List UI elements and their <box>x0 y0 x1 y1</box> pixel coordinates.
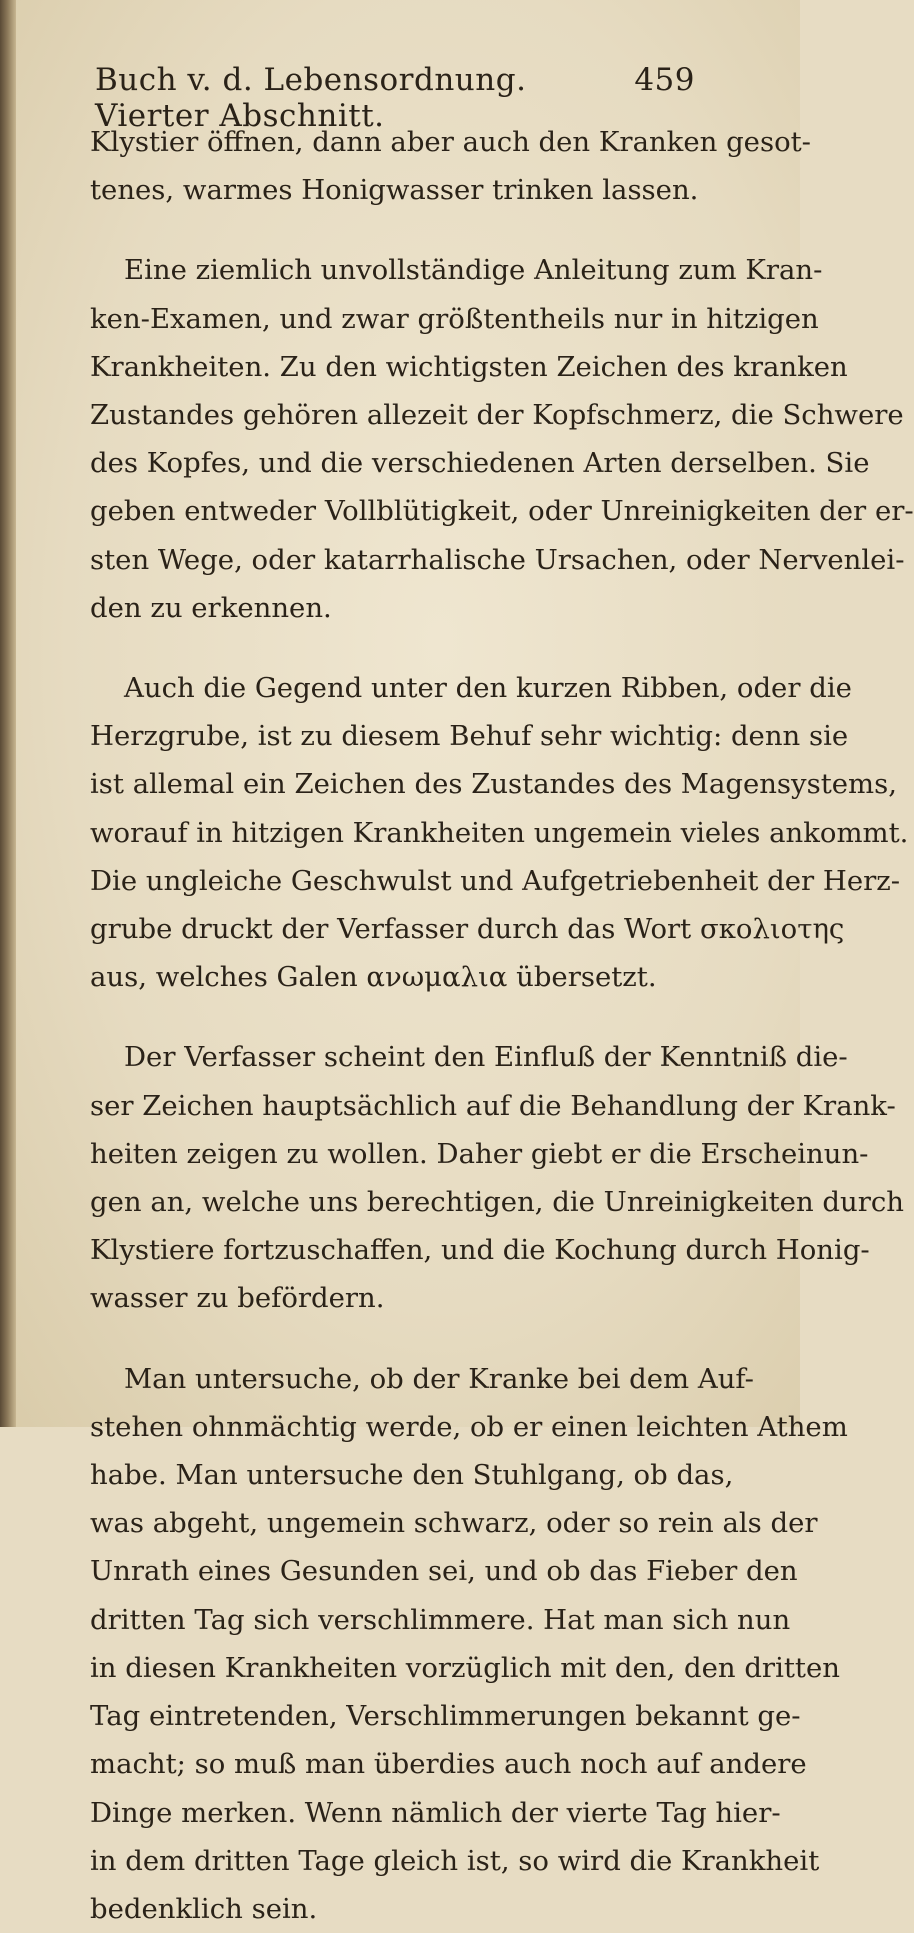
text-line: dritten Tag sich verschlimmere. Hat man sich nun <box>90 1603 791 1636</box>
paragraph-gap <box>90 632 710 664</box>
text-line: Die ungleiche Geschwulst und Aufgetriebenheit der Herz- <box>90 864 901 897</box>
text-line: stehen ohnmächtig werde, ob er einen leichten Athem <box>90 1410 848 1443</box>
paragraph <box>90 246 914 632</box>
text-line: Man untersuche, ob der Kranke bei dem Auf- <box>124 1362 754 1395</box>
paragraph <box>90 1355 848 1933</box>
paragraph <box>90 118 811 214</box>
page-number: 459 <box>634 62 695 98</box>
text-line: Eine ziemlich unvollständige Anleitung zum Kran- <box>124 254 823 287</box>
text-line: heiten zeigen zu wollen. Daher giebt er die Erscheinun- <box>90 1137 869 1170</box>
running-head <box>95 62 695 134</box>
running-head-title: Buch v. d. Lebensordnung. Vierter Abschnitt. <box>95 62 527 134</box>
paragraph-gap <box>90 1323 710 1355</box>
text-line: Klystiere fortzuschaffen, und die Kochung durch Honig- <box>90 1234 870 1267</box>
text-line: sten Wege, oder katarrhalische Ursachen, oder Nervenlei- <box>90 543 905 576</box>
paragraph <box>90 664 909 1001</box>
text-line: geben entweder Vollblütigkeit, oder Unreinigkeiten der er- <box>90 495 914 528</box>
paragraph-gap <box>90 214 710 246</box>
text-line: grube druckt der Verfasser durch das Wort σκολιοτης <box>90 913 845 946</box>
text-line: ser Zeichen hauptsächlich auf die Behandlung der Krank- <box>90 1089 896 1122</box>
text-line: ken-Examen, und zwar größtentheils nur in hitzigen <box>90 302 819 335</box>
text-line: den zu erkennen. <box>90 591 332 624</box>
text-line: macht; so muß man überdies auch noch auf andere <box>90 1748 807 1781</box>
text-line: Unrath eines Gesunden sei, und ob das Fieber den <box>90 1555 798 1588</box>
text-line: Herzgrube, ist zu diesem Behuf sehr wichtig: denn sie <box>90 720 849 753</box>
text-line: wasser zu befördern. <box>90 1282 385 1315</box>
book-spine-shadow <box>0 0 16 1427</box>
text-line: Klystier öffnen, dann aber auch den Kranken gesot- <box>90 126 811 158</box>
text-line: gen an, welche uns berechtigen, die Unreinigkeiten durch <box>90 1186 904 1219</box>
text-line: was abgeht, ungemein schwarz, oder so rein als der <box>90 1507 818 1540</box>
text-line: in dem dritten Tage gleich ist, so wird die Krankheit <box>90 1844 820 1877</box>
text-line: Auch die Gegend unter den kurzen Ribben, oder die <box>124 672 852 705</box>
text-line: tenes, warmes Honigwasser trinken lassen. <box>90 174 699 207</box>
text-line: Der Verfasser scheint den Einfluß der Kenntniß die- <box>124 1041 848 1074</box>
paragraph-gap <box>90 1001 710 1033</box>
text-line: ist allemal ein Zeichen des Zustandes des Magensystems, <box>90 768 897 801</box>
text-line: worauf in hitzigen Krankheiten ungemein vieles ankommt. <box>90 816 909 849</box>
text-line: in diesen Krankheiten vorzüglich mit den, den dritten <box>90 1651 840 1684</box>
text-line: habe. Man untersuche den Stuhlgang, ob das, <box>90 1459 734 1492</box>
paragraph <box>90 1033 904 1322</box>
text-line: Krankheiten. Zu den wichtigsten Zeichen des kranken <box>90 350 848 383</box>
text-line: Tag eintretenden, Verschlimmerungen bekannt ge- <box>90 1700 801 1733</box>
text-line: Dinge merken. Wenn nämlich der vierte Tag hier- <box>90 1796 781 1829</box>
text-line: aus, welches Galen ανωμαλια übersetzt. <box>90 961 657 994</box>
body-text <box>90 118 914 1933</box>
text-line: bedenklich sein. <box>90 1892 318 1925</box>
text-line: Zustandes gehören allezeit der Kopfschmerz, die Schwere <box>90 399 904 432</box>
text-line: des Kopfes, und die verschiedenen Arten derselben. Sie <box>90 447 870 480</box>
